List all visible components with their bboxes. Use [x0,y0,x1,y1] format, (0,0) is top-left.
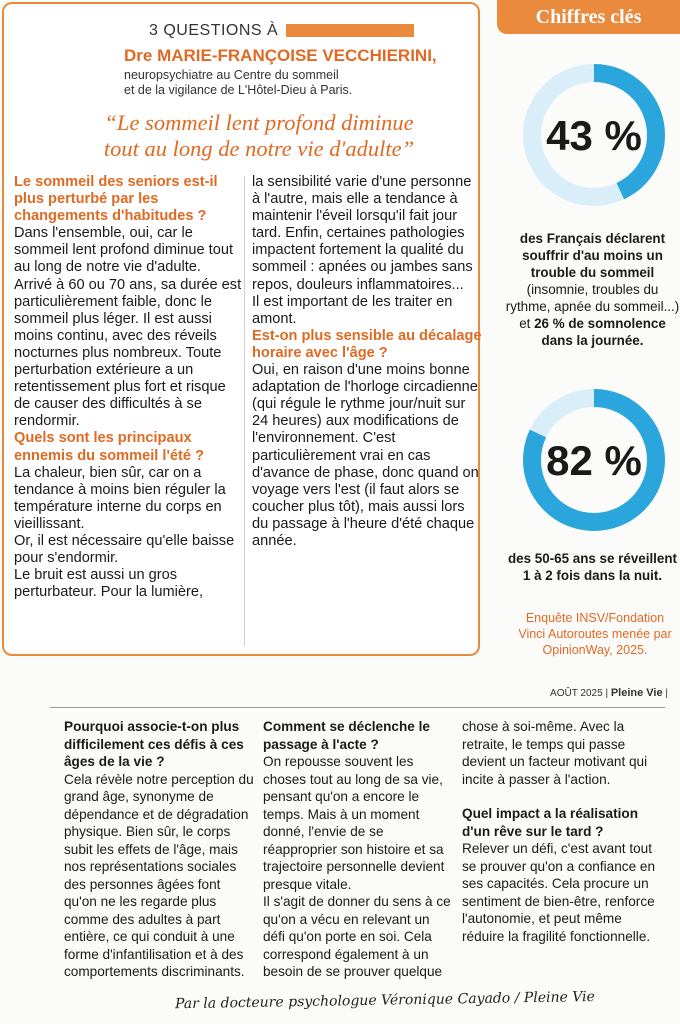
bottom-answer-2b: Il s'agit de donner du sens à ce qu'on a vécu en relevant un défi qu'on porte en soi. Cela correspond également à un besoin de se prouver quelque [263,894,451,979]
interview-column-2 [252,174,482,550]
pull-quote [44,110,474,162]
kicker-bar [286,24,414,37]
key-figures-title: Chiffres clés [497,0,680,34]
answer-2e: Il est important de les traiter en amont. [252,293,453,327]
page-footer: AOÛT 2025 | Pleine Vie | [550,687,668,699]
issue-date: AOÛT 2025 [550,688,603,699]
quote-line-1: “Le sommeil lent profond diminue [104,110,414,135]
stat-1-bold-2: 26 % de somnolence dans la journée. [534,316,666,348]
answer-2c: Le bruit est aussi un gros perturbateur. Pour la lumière, [14,567,204,601]
answer-2d: la sensibilité varie d'une personne à l'autre, mais elle a tendance à maintenir l'éveil lorsqu'il fait jour tard. Enfin, certaines pathologies impactent fortement la qualité du sommeil : apnées ou jambes sans repos, douleurs inflammatoires... [252,174,473,293]
interview-box [2,2,480,656]
question-3: Est-on plus sensible au décalage horaire avec l'âge ? [252,327,482,361]
stat-1-text [505,230,680,349]
quote-line-2: tout au long de notre vie d'adulte” [103,136,415,161]
stat-1-bold-1: des Français déclarent souffrir d'au moins un trouble du sommeil [519,231,666,280]
donut-82 [519,385,669,540]
stat-2-text [505,550,680,584]
key-figures-sidebar [485,0,680,670]
bottom-answer-2c: chose à soi-même. Avec la retraite, le temps qui passe devient un facteur motivant qui incite à passer à l'action. [462,719,648,787]
answer-1: Dans l'ensemble, oui, car le sommeil lent profond diminue tout au long de notre vie d'adulte. Arrivé à 60 ou 70 ans, sa durée est particulièrement faible, donc le sommeil plus léger. Il est aussi moins continu, avec des réveils nocturnes plus nombreux. Toute perturbation extérieure a un retentissement plus fort et risque de causer des difficultés à se rendormir. [14,225,242,430]
kicker-text: 3 QUESTIONS À [149,22,279,39]
survey-source: Enquête INSV/Fondation Vinci Autoroutes menée par OpinionWay, 2025. [518,611,672,657]
question-1: Le sommeil des seniors est-il plus perturbé par les changements d'habitudes ? [14,174,218,225]
donut-43 [519,60,669,215]
bottom-answer-2a: On repousse souvent les choses tout au long de sa vie, pensant qu'on a encore le temps. Mais à un moment donné, l'envie de se réapproprier son histoire et sa trajectoire personnelle devient presque vitale. [263,754,445,892]
answer-2b: Or, il est nécessaire qu'elle baisse pour s'endormir. [14,532,235,567]
role-line-1: neuropsychiatre au Centre du sommeil [124,68,339,82]
bottom-question-3: Quel impact a la réalisation d'un rêve sur le tard ? [462,806,639,839]
stat-1-value: 43 % [546,112,642,159]
bottom-answer-3: Relever un défi, c'est avant tout se prouver qu'on a confiance en ses capacités. Cela procure un sentiment de bien-être, renforce l'autonomie, et peut même réduire la fragilité fonctionnelle. [462,841,656,944]
magazine-name: Pleine Vie [610,687,663,699]
bottom-column-2 [263,718,453,981]
interviewee-name: Dre MARIE-FRANÇOISE VECCHIERINI, [124,46,437,65]
stat-1-normal: (insomnie, troubles du rythme, apnée du sommeil...) et [505,282,680,331]
stat-2-value: 82 % [546,437,642,484]
handwritten-signature: Par la docteure psychologue Véronique Cayado / Pleine Vie [174,988,596,1013]
role-line-2: et de la vigilance de L'Hôtel-Dieu à Paris. [124,83,353,97]
answer-2a: La chaleur, bien sûr, car on a tendance à moins bien réguler la température interne du corps en vieillissant. [14,464,226,532]
stat-2-bold: des 50-65 ans se réveillent 1 à 2 fois dans la nuit. [508,551,677,583]
interview-column-1 [14,174,242,601]
question-2: Quels sont les principaux ennemis du sommeil l'été ? [14,430,204,464]
column-divider [244,176,245,646]
interview-kicker [149,22,479,40]
bottom-question-1: Pourquoi associe-t-on plus difficilement ces défis à ces âges de la vie ? [64,719,244,769]
interviewee-role [124,68,464,98]
answer-3: Oui, en raison d'une moins bonne adaptation de l'horloge circadienne (qui régule le rythme jour/nuit sur 24 heures) aux modifications de l'environnement. C'est particulièrement vrai en cas d'avance de phase, donc quand on voyage vers l'est (il faut alors se coucher plus tôt), mais aussi lors du passage à l'heure d'été chaque année. [252,362,479,549]
bottom-answer-1: Cela révèle notre perception du grand âge, synonyme de dépendance et de dégradation physique. Bien sûr, le corps subit les effets de l'âge, mais nos représentations sociales des personnes âgées font qu'on ne les regarde plus comme des adultes à part entière, ce qui conduit à une forme d'infantilisation et à des comportements discriminants. [64,771,254,979]
bottom-column-1 [64,718,254,981]
bottom-question-2: Comment se déclenche le passage à l'acte ? [263,719,430,752]
bottom-column-3 [462,718,662,945]
footer-rule [50,707,665,708]
